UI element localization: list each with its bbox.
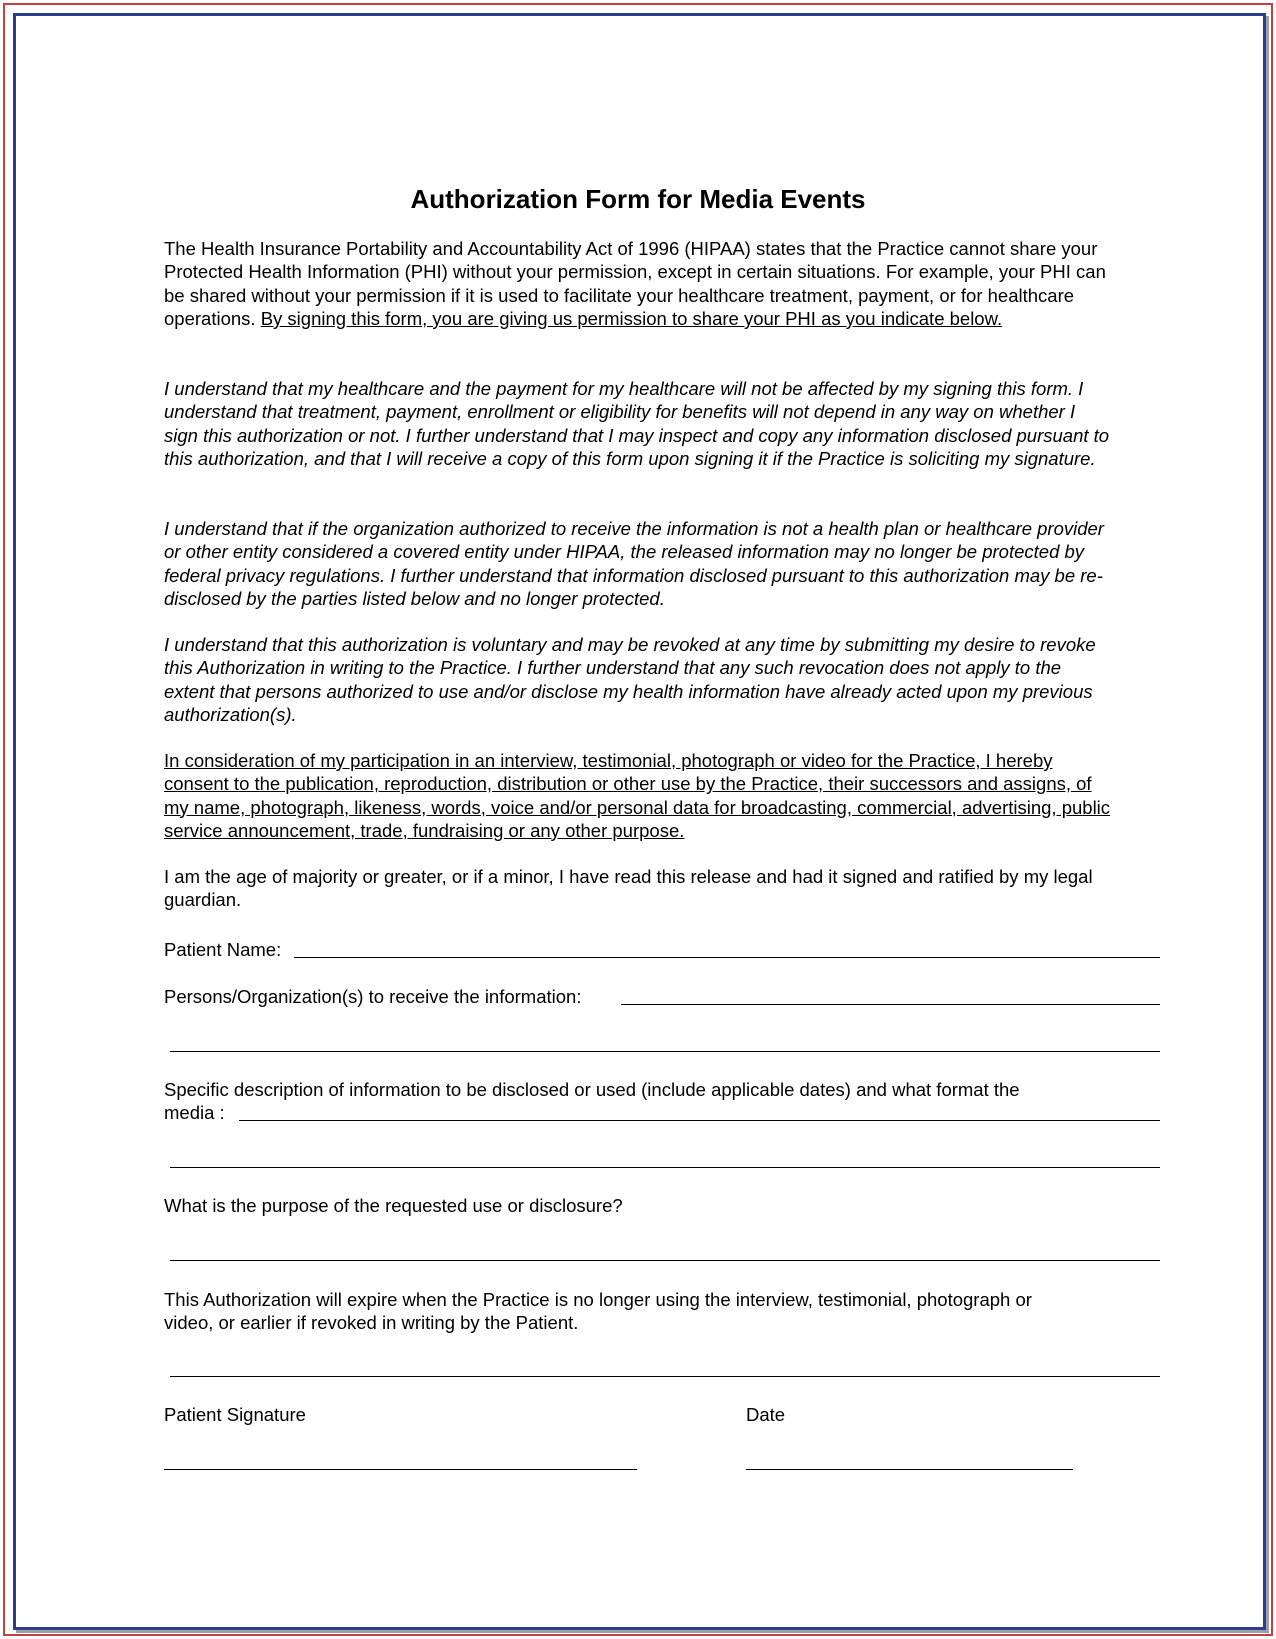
privacy-paragraph: I understand that if the organization authorized to receive the information is not a health plan or healthcare provider or other entity considered a covered entity under HIPAA, the released information may no longer be protected by federal privacy regulations. I further understand that information disclosed pursuant to this authorization may be re-disclosed by the parties listed below and no longer protected. — [164, 518, 1104, 609]
purpose-field[interactable] — [170, 1260, 1160, 1261]
intro-text: The Health Insurance Portability and Accountability Act of 1996 (HIPAA) states that the Practice cannot share your Protected Health Information (PHI) without your permission, except in certain situations. For example, your PHI can be shared without your permission if it is used to facilitate your healthcare treatment, payment, or for healthcare operations. — [164, 238, 1106, 329]
recipients-label: Persons/Organization(s) to receive the information: — [164, 986, 582, 1007]
revoke-paragraph: I understand that this authorization is voluntary and may be revoked at any time by submitting my desire to revoke this Authorization in writing to the Practice. I further understand that any such revocation does not apply to the extent that persons authorized to use and/or disclose my health information have already acted upon my previous authorization(s). — [164, 634, 1096, 725]
age-paragraph: I am the age of majority or greater, or if a minor, I have read this release and had it signed and ratified by my legal guardian. — [164, 866, 1093, 911]
payment-paragraph: I understand that my healthcare and the payment for my healthcare will not be affected by my signing this form. I understand that treatment, payment, enrollment or eligibility for benefits will not depend in any way on whether I sign this authorization or not. I further understand that I may inspect and copy any information disclosed pursuant to this authorization, and that I will receive a copy of this form upon signing it if the Practice is soliciting my signature. — [164, 378, 1110, 469]
intro-underlined-text: By signing this form, you are giving us permission to share your PHI as you indicate below. — [260, 307, 1003, 329]
signature-label: Patient Signature — [164, 1404, 306, 1425]
expiry-field[interactable] — [170, 1376, 1160, 1377]
recipients-field-continued[interactable] — [170, 1051, 1160, 1052]
patient-name-label: Patient Name: — [164, 939, 282, 960]
intro-paragraph — [164, 237, 1114, 330]
description-field[interactable] — [239, 1120, 1160, 1121]
description-field-continued[interactable] — [170, 1167, 1160, 1168]
expiry-paragraph: This Authorization will expire when the Practice is no longer using the interview, testimonial, photograph or video, or earlier if revoked in writing by the Patient. — [164, 1289, 1032, 1334]
form-title: Authorization Form for Media Events — [410, 184, 866, 214]
description-label: Specific description of information to be disclosed or used (include applicable dates) and what format the — [164, 1079, 1020, 1100]
date-field[interactable] — [746, 1469, 1073, 1470]
purpose-label: What is the purpose of the requested use or disclosure? — [164, 1195, 623, 1216]
recipients-field[interactable] — [621, 1004, 1160, 1005]
description-label-media: media : — [164, 1102, 225, 1123]
consent-paragraph: In consideration of my participation in an interview, testimonial, photograph or video for the Practice, I hereby consent to the publication, reproduction, distribution or other use by the Practice, their successors and assigns, of my name, photograph, likeness, words, voice and/or personal data for broadcasting, commercial, advertising, public service announcement, trade, fundraising or any other purpose. — [164, 750, 1111, 841]
patient-name-field[interactable] — [294, 957, 1160, 958]
signature-field[interactable] — [164, 1469, 637, 1470]
date-label: Date — [746, 1404, 786, 1425]
